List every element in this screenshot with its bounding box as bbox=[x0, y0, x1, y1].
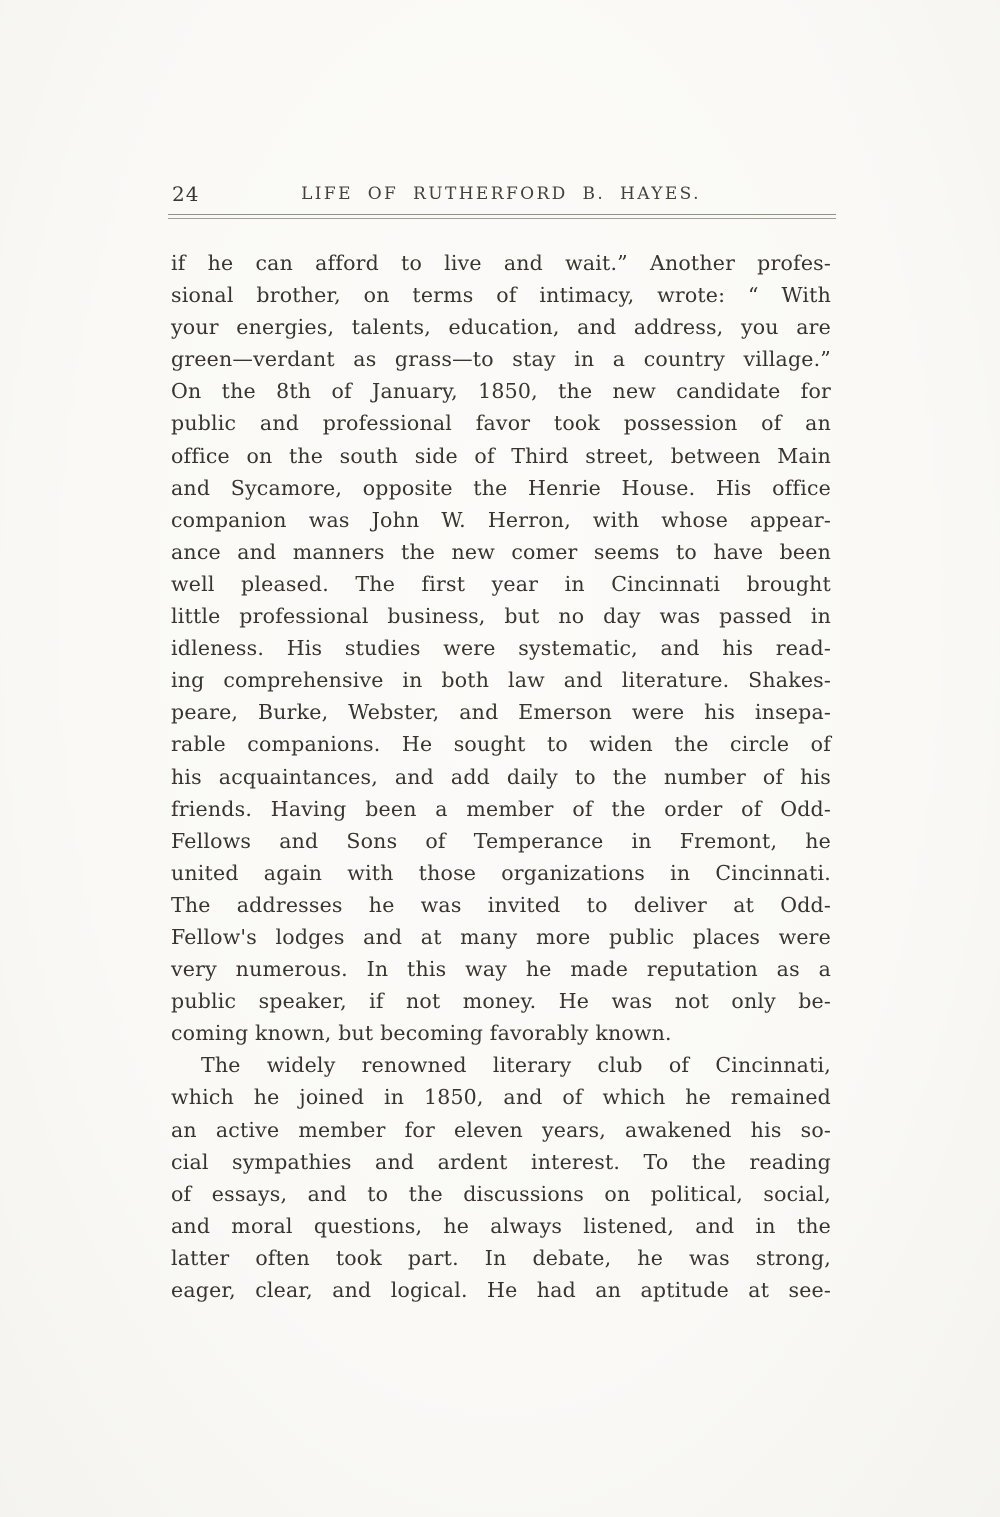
text-line: very numerous. In this way he made reputation as a bbox=[171, 957, 831, 982]
text-line: office on the south side of Third street, between Main bbox=[171, 443, 831, 468]
text-line: public speaker, if not money. He was not only be- bbox=[171, 989, 831, 1014]
text-line: latter often took part. In debate, he was strong, bbox=[171, 1245, 831, 1270]
text-line: sional brother, on terms of intimacy, wrote: “ With bbox=[171, 283, 831, 308]
text-line: rable companions. He sought to widen the circle of bbox=[171, 732, 831, 757]
text-line: idleness. His studies were systematic, and his read- bbox=[171, 636, 831, 661]
text-line: The addresses he was invited to deliver at Odd- bbox=[171, 892, 831, 917]
text-line: green—verdant as grass—to stay in a country village.” bbox=[171, 347, 831, 372]
text-line: and Sycamore, opposite the Henrie House. His office bbox=[171, 475, 831, 500]
text-line: your energies, talents, education, and address, you are bbox=[171, 315, 831, 340]
text-line: well pleased. The first year in Cincinnati brought bbox=[171, 571, 831, 596]
text-line: peare, Burke, Webster, and Emerson were his insepa- bbox=[171, 700, 831, 725]
text-line: little professional business, but no day was passed in bbox=[171, 604, 831, 629]
page-body bbox=[171, 247, 831, 1306]
text-line: an active member for eleven years, awakened his so- bbox=[171, 1117, 831, 1142]
text-line: companion was John W. Herron, with whose appear- bbox=[171, 507, 831, 532]
page-number: 24 bbox=[172, 182, 200, 206]
text-line: eager, clear, and logical. He had an aptitude at see- bbox=[171, 1278, 831, 1302]
text-line: coming known, but becoming favorably known. bbox=[171, 1021, 672, 1046]
text-line: of essays, and to the discussions on political, social, bbox=[171, 1181, 831, 1206]
text-line: united again with those organizations in Cincinnati. bbox=[171, 860, 831, 885]
text-line: ing comprehensive in both law and literature. Shakes- bbox=[171, 668, 831, 693]
text-line: On the 8th of January, 1850, the new candidate for bbox=[171, 379, 831, 404]
header-rule bbox=[168, 214, 836, 219]
text-line: which he joined in 1850, and of which he remained bbox=[171, 1085, 831, 1110]
text-line: his acquaintances, and add daily to the number of his bbox=[171, 764, 831, 789]
text-line: public and professional favor took possession of an bbox=[171, 411, 831, 436]
text-line: cial sympathies and ardent interest. To the reading bbox=[171, 1149, 831, 1174]
text-line: if he can afford to live and wait.” Another profes- bbox=[171, 251, 831, 275]
text-line: and moral questions, he always listened, and in the bbox=[171, 1213, 831, 1238]
text-line: Fellow's lodges and at many more public places were bbox=[171, 924, 831, 949]
running-title: LIFE OF RUTHERFORD B. HAYES. bbox=[301, 184, 701, 204]
text-line: ance and manners the new comer seems to have been bbox=[171, 539, 831, 564]
text-line: Fellows and Sons of Temperance in Fremont, he bbox=[171, 828, 831, 853]
page-header bbox=[170, 180, 832, 208]
text-line: The widely renowned literary club of Cincinnati, bbox=[201, 1053, 831, 1078]
text-line: friends. Having been a member of the order of Odd- bbox=[171, 796, 831, 821]
